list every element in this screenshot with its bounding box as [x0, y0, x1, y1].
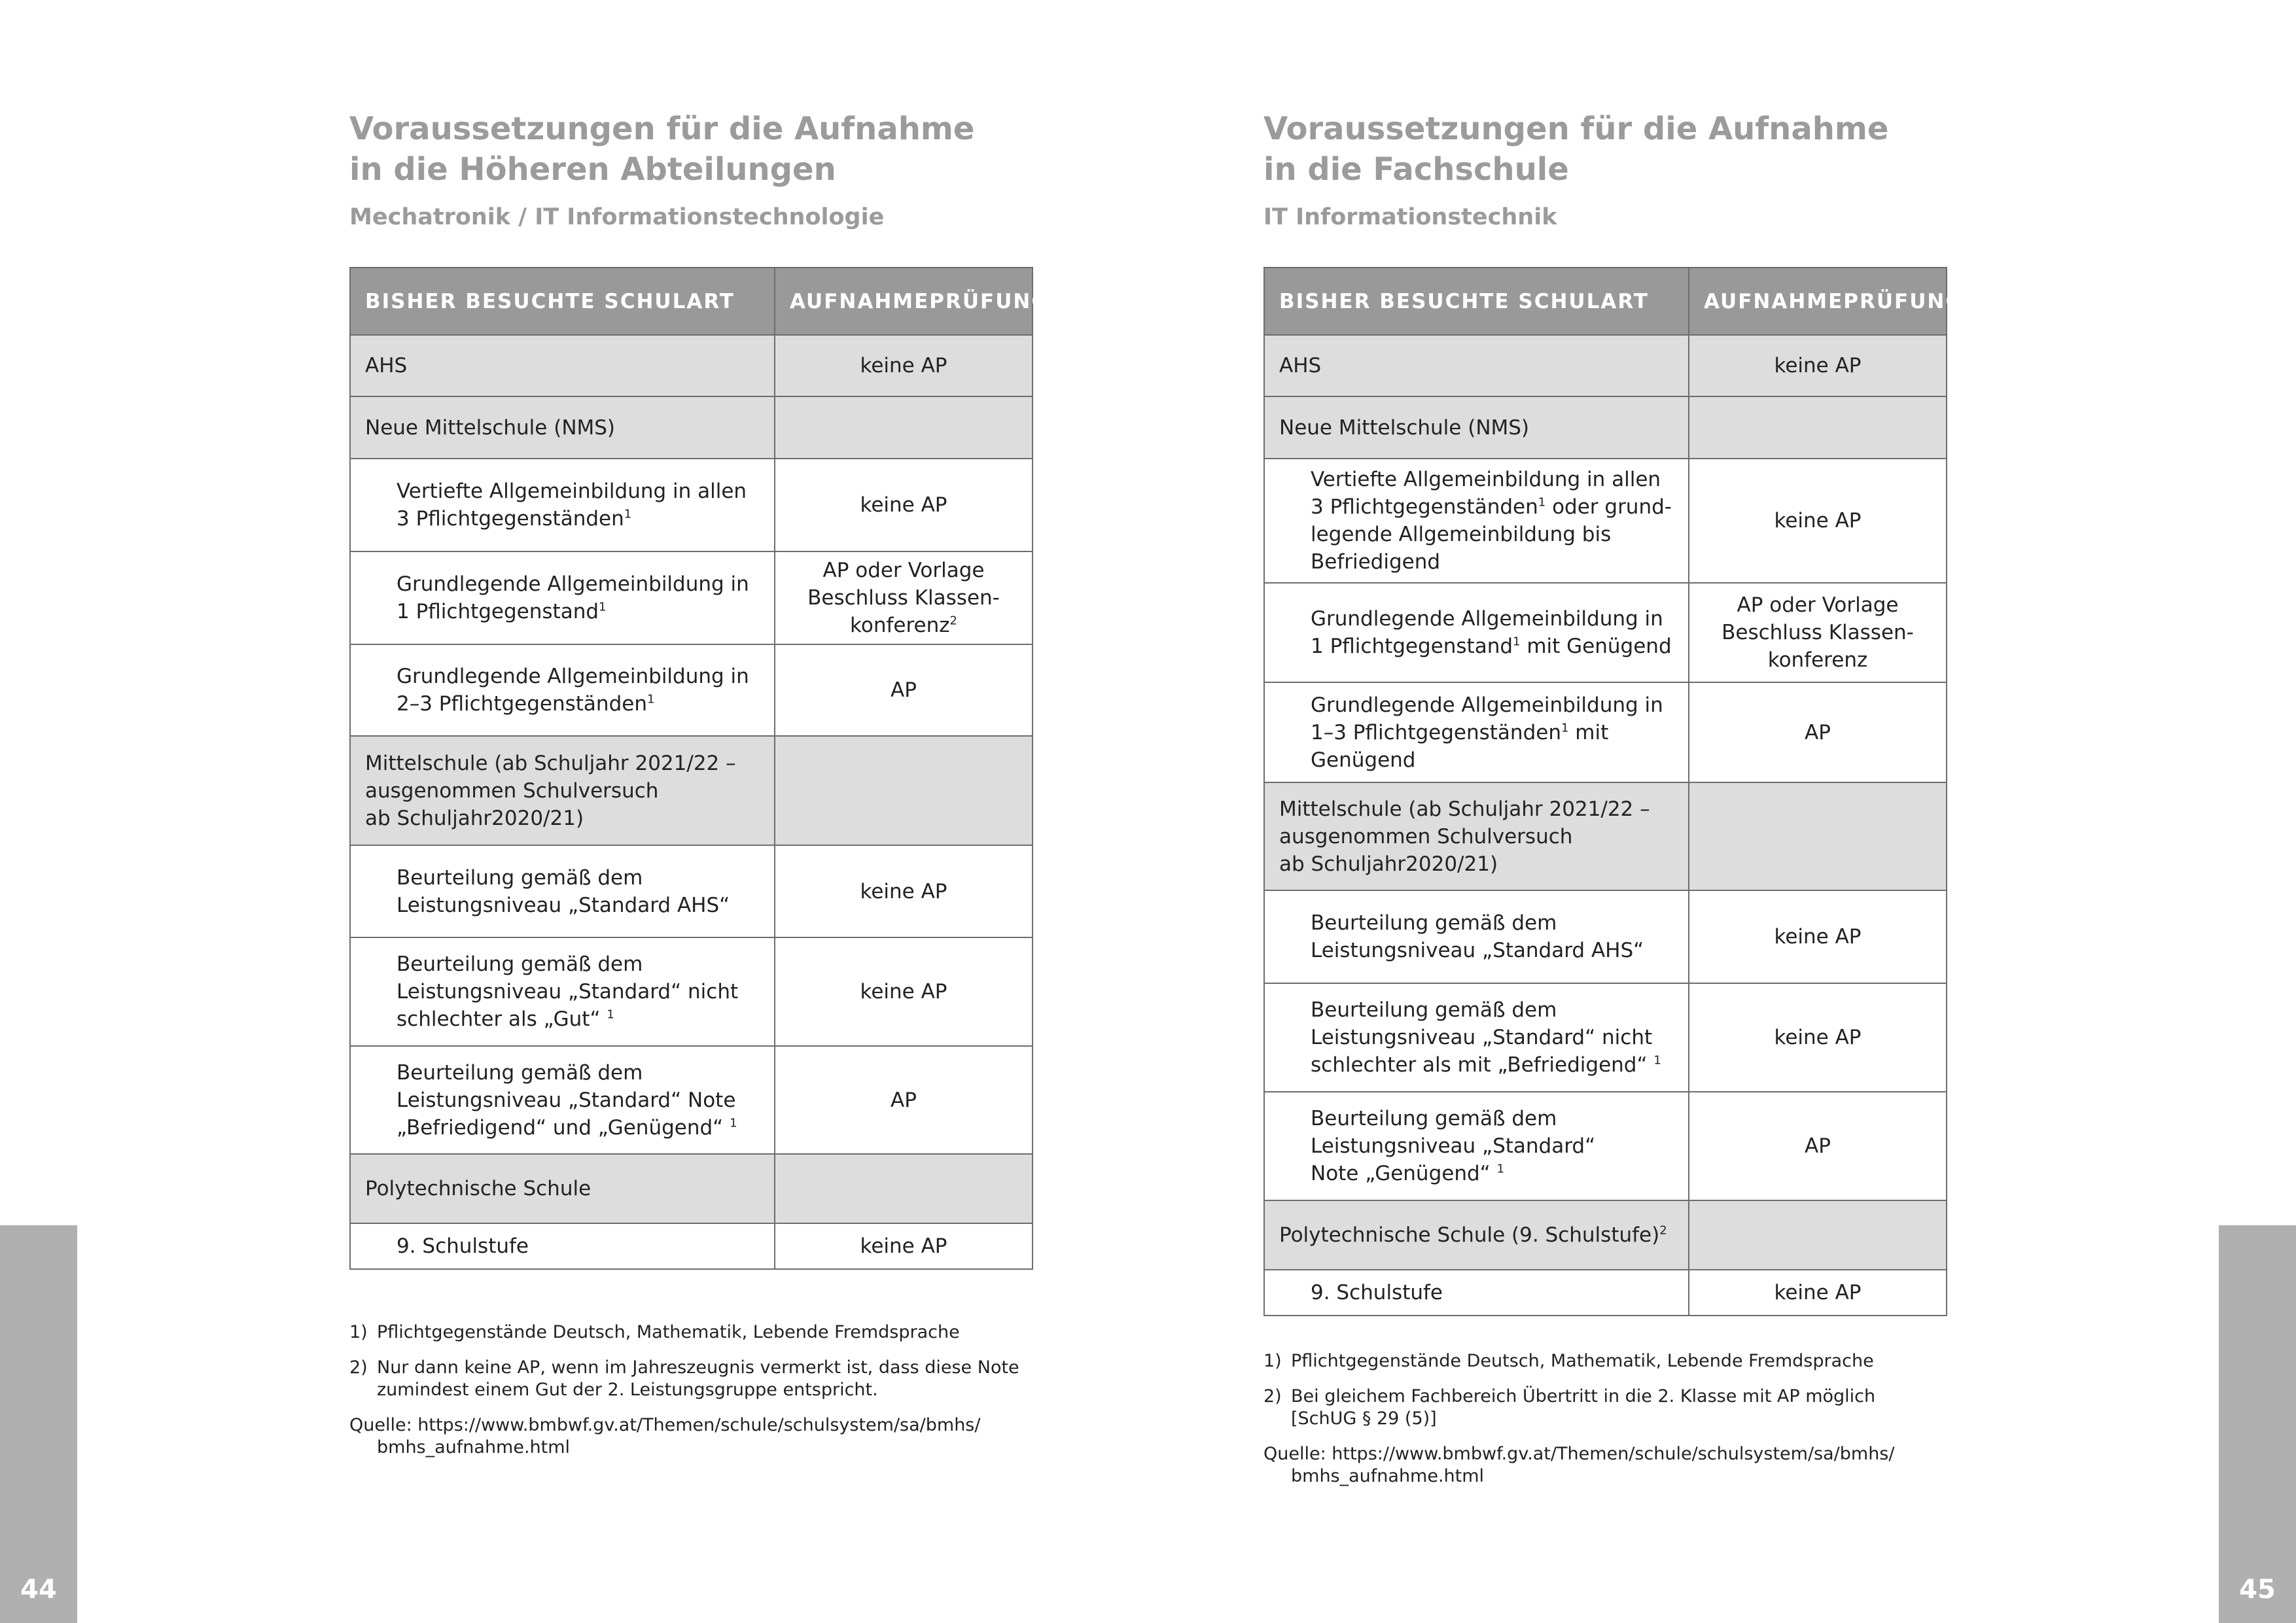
column-header: AUFNAHMEPRÜFUNG — [1689, 268, 1947, 335]
row-value — [1689, 396, 1947, 459]
row-value: keine AP — [775, 937, 1033, 1046]
table-row — [350, 845, 1033, 937]
row-value: AP — [1689, 682, 1947, 782]
row-value: keine AP — [775, 335, 1033, 396]
source-reference: Quelle: https://www.bmbwf.gv.at/Themen/schule/schulsystem/sa/bmhs/ bmhs_aufnahme.html — [1263, 1444, 1895, 1486]
column-header: AUFNAHMEPRÜFUNG — [775, 268, 1033, 335]
row-label: Vertiefte Allgemeinbildung in allen 3 Pflichtgegenständen$^1$ — [350, 459, 775, 551]
table-row — [350, 335, 1033, 396]
source-reference: Quelle: https://www.bmbwf.gv.at/Themen/schule/schulsystem/sa/bmhs/ bmhs_aufnahme.html — [349, 1415, 981, 1457]
row-label: 9. Schulstufe — [1264, 1270, 1689, 1316]
table-row — [350, 1223, 1033, 1269]
page-subtitle: Mechatronik / IT Informationstechnologie — [349, 204, 885, 230]
table-row — [1264, 983, 1947, 1092]
footnotes — [349, 1321, 1082, 1459]
table-row — [350, 1046, 1033, 1154]
table-row — [350, 736, 1033, 845]
table-row — [350, 644, 1033, 736]
row-value: keine AP — [1689, 335, 1947, 396]
page-title: Voraussetzungen für die Aufnahme in die Fachschule — [1263, 111, 1889, 188]
row-label: Grundlegende Allgemeinbildung in 1 Pflichtgegenstand$^1$ mit Genügend — [1264, 583, 1689, 682]
row-value — [1689, 782, 1947, 890]
column-header: BISHER BESUCHTE SCHULART — [1264, 268, 1689, 335]
page-title: Voraussetzungen für die Aufnahme in die Höheren Abteilungen — [349, 111, 975, 188]
row-value: keine AP — [775, 845, 1033, 937]
footnotes — [1263, 1350, 1996, 1488]
row-label: Beurteilung gemäß dem Leistungsniveau „Standard“ nicht schlechter als mit „Befriedigend“ $^1$ — [1264, 983, 1689, 1092]
table-row — [350, 1154, 1033, 1223]
page-number-tab-right — [2219, 1225, 2296, 1623]
admission-table — [349, 267, 1050, 1270]
admission-table — [1263, 267, 1964, 1316]
table-row — [1264, 335, 1947, 396]
row-label: Beurteilung gemäß dem Leistungsniveau „Standard AHS“ — [350, 845, 775, 937]
page-number: 45 — [2239, 1575, 2276, 1605]
page-number: 44 — [20, 1575, 57, 1605]
row-value: AP — [1689, 1092, 1947, 1200]
row-label: Polytechnische Schule — [350, 1154, 775, 1223]
row-value — [775, 396, 1033, 459]
table-header — [1264, 268, 1947, 335]
row-value: keine AP — [775, 459, 1033, 551]
row-label: Grundlegende Allgemeinbildung in 1–3 Pflichtgegenständen$^1$ mit Genügend — [1264, 682, 1689, 782]
page-subtitle: IT Informationstechnik — [1263, 204, 1557, 230]
row-value: AP — [775, 644, 1033, 736]
row-label: Beurteilung gemäß dem Leistungsniveau „Standard“ nicht schlechter als „Gut“ $^1$ — [350, 937, 775, 1046]
table-row — [1264, 682, 1947, 782]
row-label: AHS — [350, 335, 775, 396]
row-value: AP oder Vorlage Beschluss Klassen- konferenz$^2$ — [775, 551, 1033, 644]
row-value: keine AP — [1689, 459, 1947, 583]
table-row — [350, 396, 1033, 459]
row-label: AHS — [1264, 335, 1689, 396]
table-row — [350, 551, 1033, 644]
row-label: Polytechnische Schule (9. Schulstufe)$^2$ — [1264, 1200, 1689, 1270]
table-row — [1264, 583, 1947, 682]
row-value: keine AP — [775, 1223, 1033, 1269]
row-label: Beurteilung gemäß dem Leistungsniveau „Standard“ Note „Genügend“ $^1$ — [1264, 1092, 1689, 1200]
row-label: Beurteilung gemäß dem Leistungsniveau „Standard“ Note „Befriedigend“ und „Genügend“ $^1$ — [350, 1046, 775, 1154]
row-value — [775, 1154, 1033, 1223]
table-row — [1264, 1092, 1947, 1200]
row-label: Neue Mittelschule (NMS) — [350, 396, 775, 459]
row-value: AP — [775, 1046, 1033, 1154]
row-value — [775, 736, 1033, 845]
footnote: 1) Pflichtgegenstände Deutsch, Mathematik, Lebende Fremdsprache — [1263, 1351, 1874, 1371]
table-row — [350, 459, 1033, 551]
page-number-tab-left — [0, 1225, 77, 1623]
table-row — [350, 937, 1033, 1046]
row-label: Neue Mittelschule (NMS) — [1264, 396, 1689, 459]
footnote: 1) Pflichtgegenstände Deutsch, Mathematik, Lebende Fremdsprache — [349, 1322, 960, 1342]
footnote: 2) Bei gleichem Fachbereich Übertritt in die 2. Klasse mit AP möglich [SchUG § 29 (5)] — [1263, 1386, 1876, 1429]
row-label: Beurteilung gemäß dem Leistungsniveau „Standard AHS“ — [1264, 890, 1689, 983]
row-value: keine AP — [1689, 890, 1947, 983]
row-label: Grundlegende Allgemeinbildung in 1 Pflichtgegenstand$^1$ — [350, 551, 775, 644]
row-value: AP oder Vorlage Beschluss Klassen- konferenz — [1689, 583, 1947, 682]
table-row — [1264, 459, 1947, 583]
row-value: keine AP — [1689, 983, 1947, 1092]
row-value: keine AP — [1689, 1270, 1947, 1316]
row-label: Vertiefte Allgemeinbildung in allen 3 Pflichtgegenständen$^1$ oder grund- legende Allgemeinbildung bis Befriedigend — [1264, 459, 1689, 583]
table-row — [1264, 782, 1947, 890]
column-header: BISHER BESUCHTE SCHULART — [350, 268, 775, 335]
table-row — [1264, 1200, 1947, 1270]
row-label: Grundlegende Allgemeinbildung in 2–3 Pflichtgegenständen$^1$ — [350, 644, 775, 736]
row-value — [1689, 1200, 1947, 1270]
table-row — [1264, 890, 1947, 983]
table-row — [1264, 396, 1947, 459]
row-label: Mittelschule (ab Schuljahr 2021/22 – ausgenommen Schulversuch ab Schuljahr2020/21) — [350, 736, 775, 845]
row-label: Mittelschule (ab Schuljahr 2021/22 – ausgenommen Schulversuch ab Schuljahr2020/21) — [1264, 782, 1689, 890]
row-label: 9. Schulstufe — [350, 1223, 775, 1269]
footnote: 2) Nur dann keine AP, wenn im Jahreszeugnis vermerkt ist, dass diese Note zumindest einem Gut der 2. Leistungsgruppe entspricht. — [349, 1357, 1019, 1400]
table-row — [1264, 1270, 1947, 1316]
table-header — [350, 268, 1033, 335]
